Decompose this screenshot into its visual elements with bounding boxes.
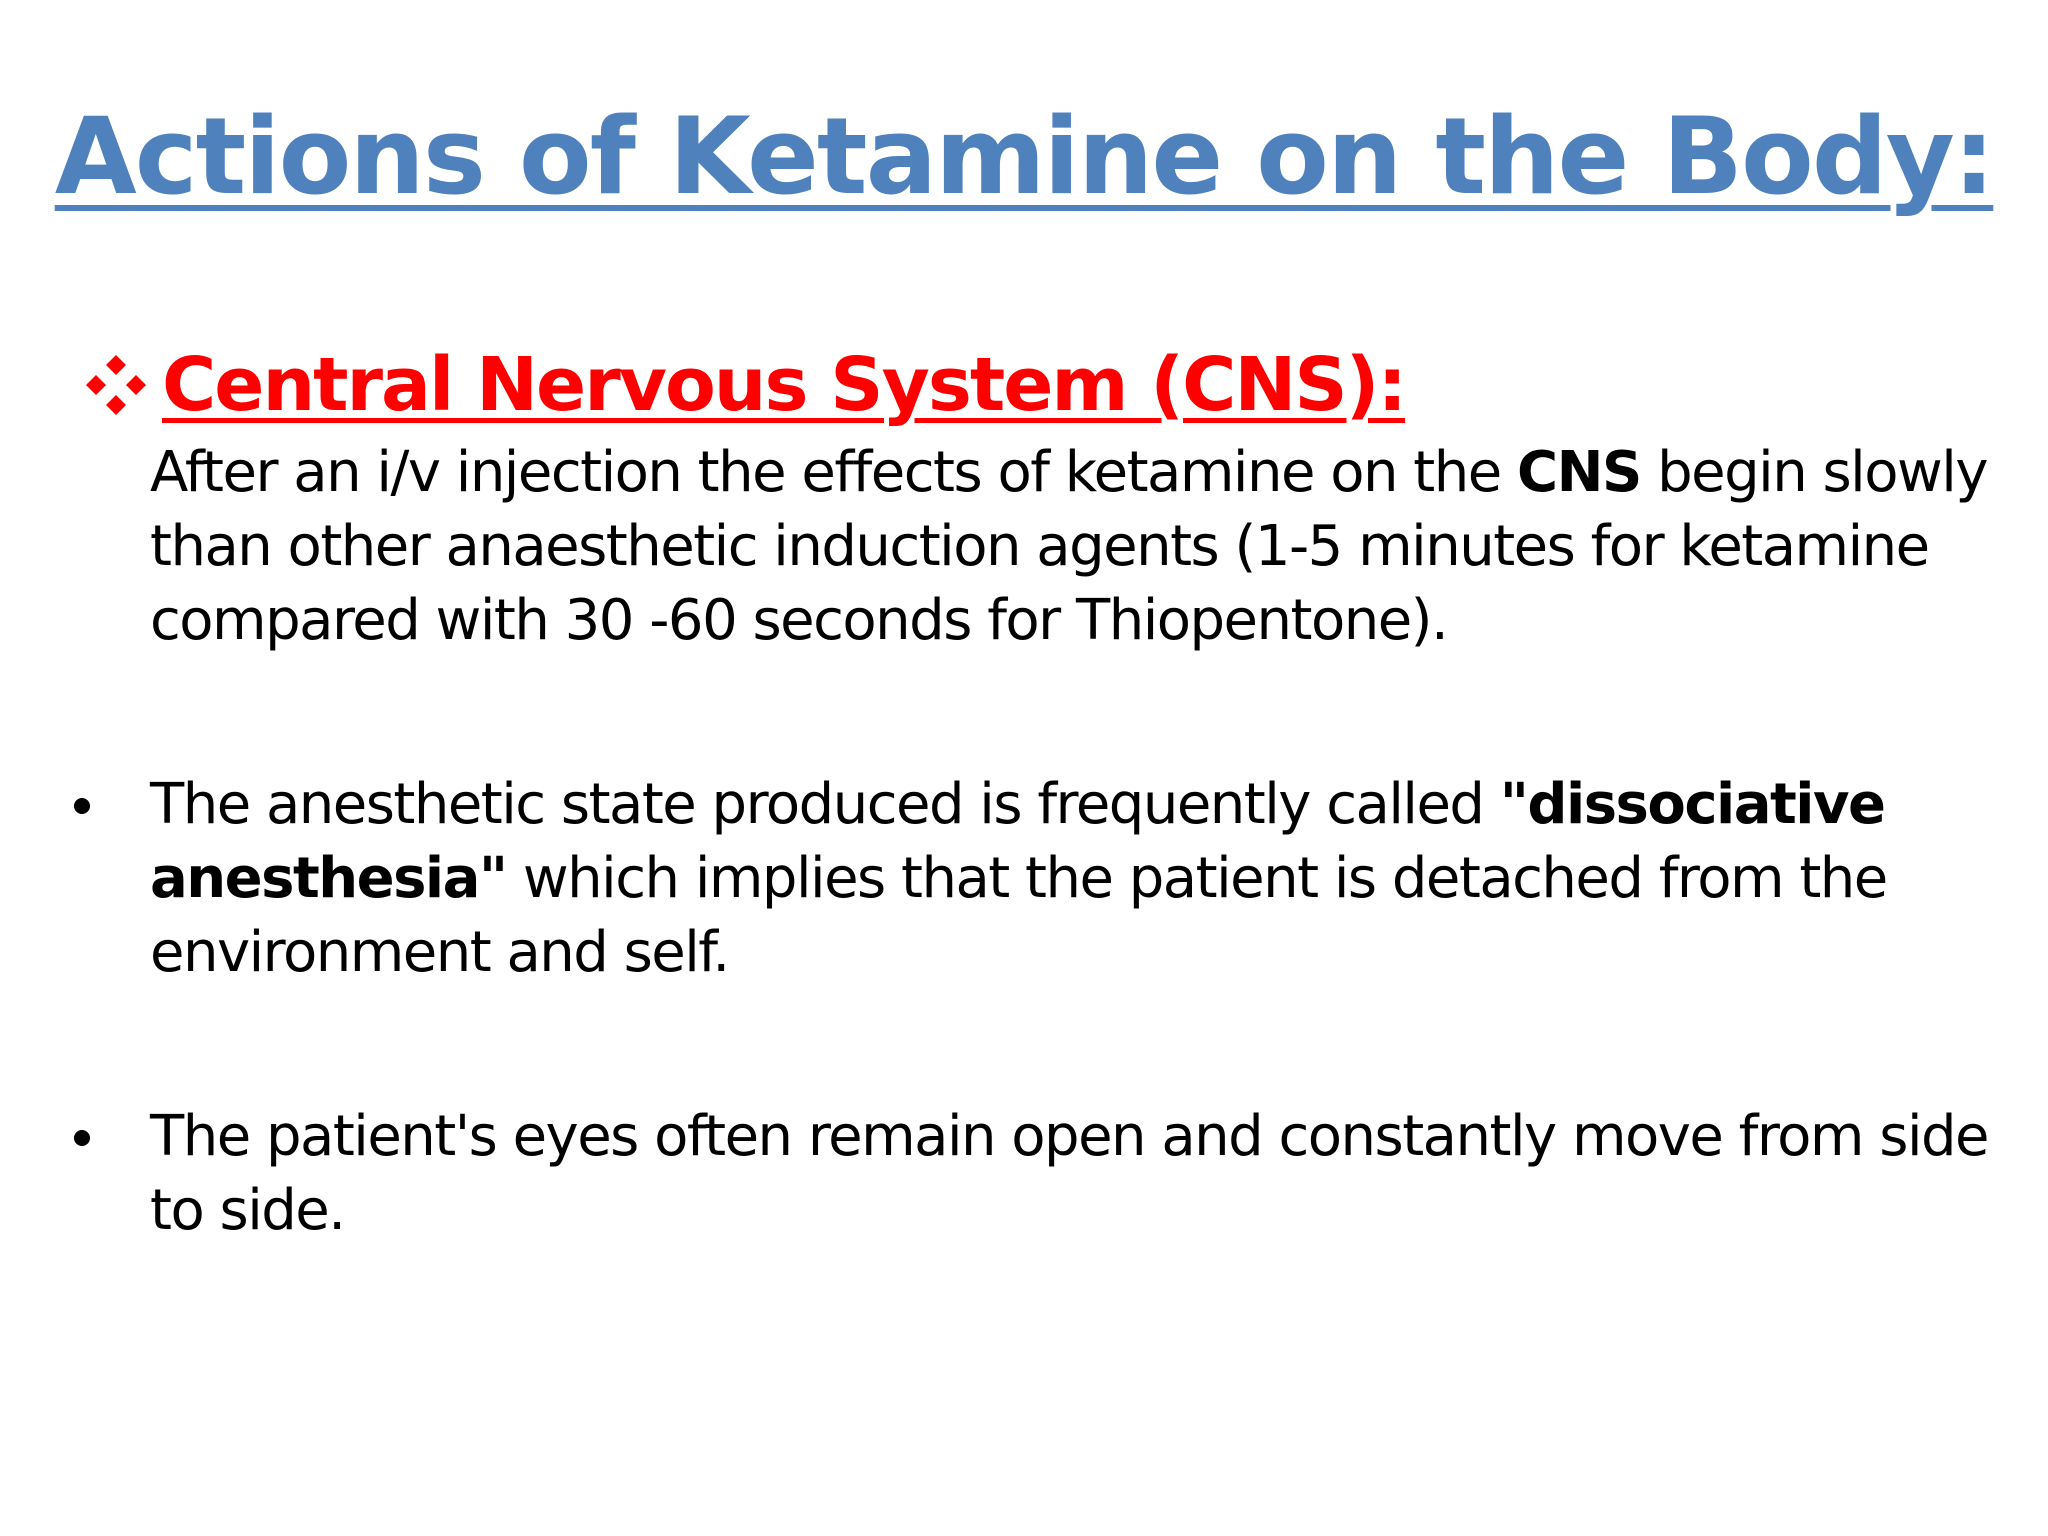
bullet-dot-icon	[74, 798, 90, 814]
section-heading-text: Central Nervous System (CNS):	[162, 342, 1406, 428]
intro-text-part2: begin slowly than other anaesthetic induction agents (1-5 minutes for ketamine compared with 30 -60 seconds for Thiopentone).	[150, 440, 1987, 653]
bullet-text-part2: which implies that the patient is detached from the environment and self.	[150, 846, 1887, 985]
bullet-text-part1: The anesthetic state produced is frequently called	[150, 772, 1500, 837]
slide-title	[0, 92, 2048, 222]
bullet-text-bold: "dissociative anesthesia"	[150, 772, 1885, 911]
bullet-text	[150, 1100, 2010, 1248]
intro-text-bold: CNS	[1517, 440, 1641, 505]
bullet-dot-icon	[74, 1130, 90, 1146]
section-heading	[80, 340, 1405, 430]
bullet-text	[150, 768, 2010, 990]
intro-text-part1: After an i/v injection the effects of ketamine on the	[150, 440, 1517, 505]
slide-title-text: Actions of Ketamine on the Body:	[54, 95, 1994, 218]
four-diamond-bullet-icon	[80, 349, 152, 421]
bullet-text-part1: The patient's eyes often remain open and constantly move from side to side.	[150, 1104, 1989, 1243]
section-intro-paragraph	[150, 436, 2010, 658]
